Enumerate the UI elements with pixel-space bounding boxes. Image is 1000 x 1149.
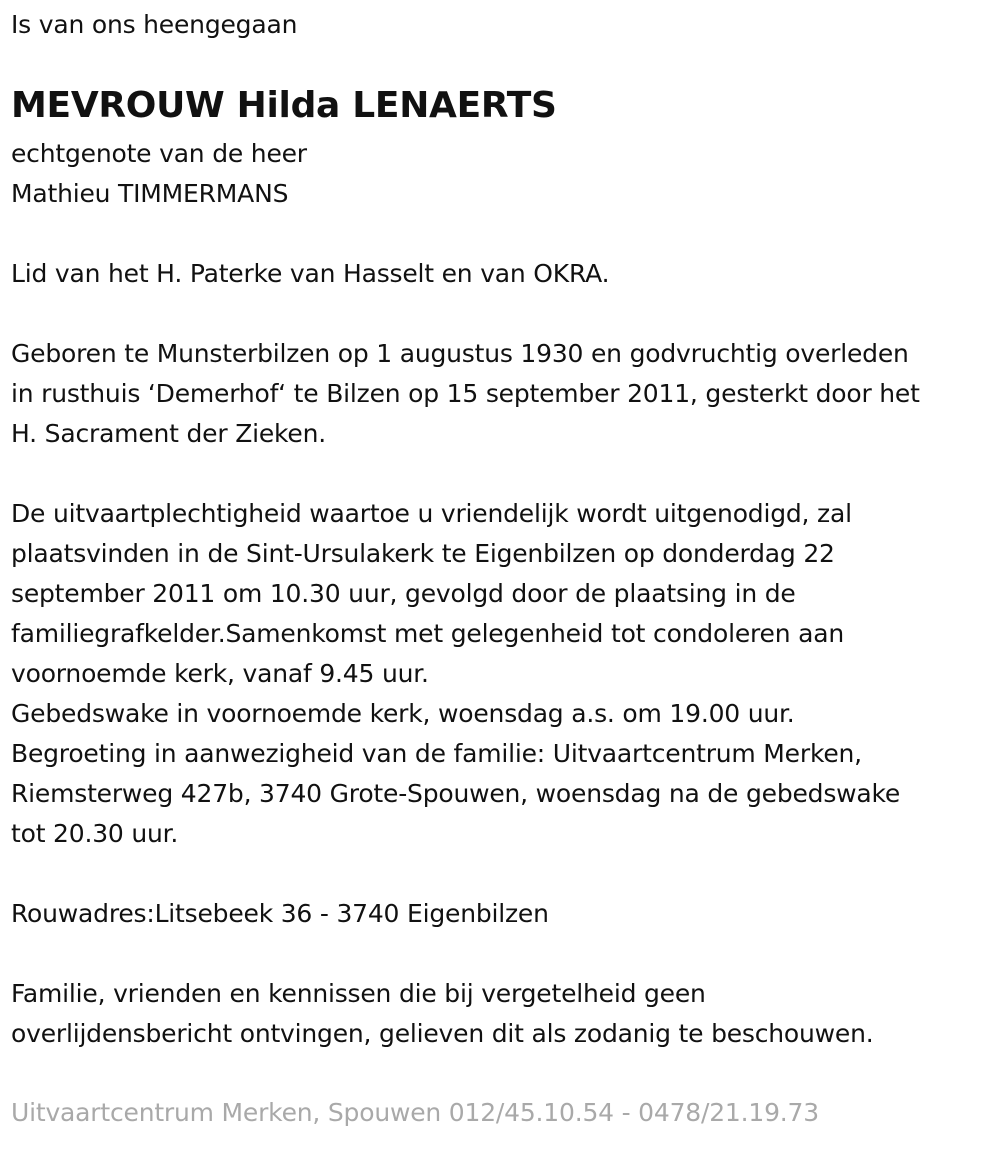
membership-text: Lid van het H. Paterke van Hasselt en van OKRA. <box>11 259 610 288</box>
vigil-line: Gebedswake in voornoemde kerk, woensdag a.s. om 19.00 uur. <box>11 699 795 728</box>
ceremony-block <box>11 494 900 854</box>
greeting-line: tot 20.30 uur. <box>11 819 179 848</box>
funeral-home-footer: Uitvaartcentrum Merken, Spouwen 012/45.10.54 - 0478/21.19.73 <box>11 1098 819 1127</box>
ceremony-line: september 2011 om 10.30 uur, gevolgd door de plaatsing in de <box>11 579 796 608</box>
mourning-address: Rouwadres:Litsebeek 36 - 3740 Eigenbilzen <box>11 899 549 928</box>
ceremony-line: plaatsvinden in de Sint-Ursulakerk te Eigenbilzen op donderdag 22 <box>11 539 835 568</box>
greeting-line: Begroeting in aanwezigheid van de familie: Uitvaartcentrum Merken, <box>11 739 862 768</box>
birth-death-line: Geboren te Munsterbilzen op 1 augustus 1930 en godvruchtig overleden <box>11 339 909 368</box>
spouse-line: echtgenote van de heer <box>11 139 307 168</box>
ceremony-line: voornoemde kerk, vanaf 9.45 uur. <box>11 659 429 688</box>
birth-death-line: in rusthuis ‘Demerhof‘ te Bilzen op 15 september 2011, gesterkt door het <box>11 379 920 408</box>
spouse-name: Mathieu TIMMERMANS <box>11 179 289 208</box>
family-note-line: Familie, vrienden en kennissen die bij vergetelheid geen <box>11 979 706 1008</box>
family-note-line: overlijdensbericht ontvingen, gelieven dit als zodanig te beschouwen. <box>11 1019 874 1048</box>
membership-block <box>11 254 609 294</box>
birth-death-block <box>11 334 920 454</box>
ceremony-line: familiegrafkelder.Samenkomst met gelegenheid tot condoleren aan <box>11 619 844 648</box>
spouse-block <box>11 134 307 214</box>
greeting-line: Riemsterweg 427b, 3740 Grote-Spouwen, woensdag na de gebedswake <box>11 779 901 808</box>
birth-death-line: H. Sacrament der Zieken. <box>11 419 326 448</box>
address-block <box>11 894 549 934</box>
intro-text: Is van ons heengegaan <box>11 10 298 39</box>
deceased-name: MEVROUW Hilda LENAERTS <box>11 85 557 126</box>
ceremony-line: De uitvaartplechtigheid waartoe u vriendelijk wordt uitgenodigd, zal <box>11 499 852 528</box>
family-note-block <box>11 974 874 1054</box>
